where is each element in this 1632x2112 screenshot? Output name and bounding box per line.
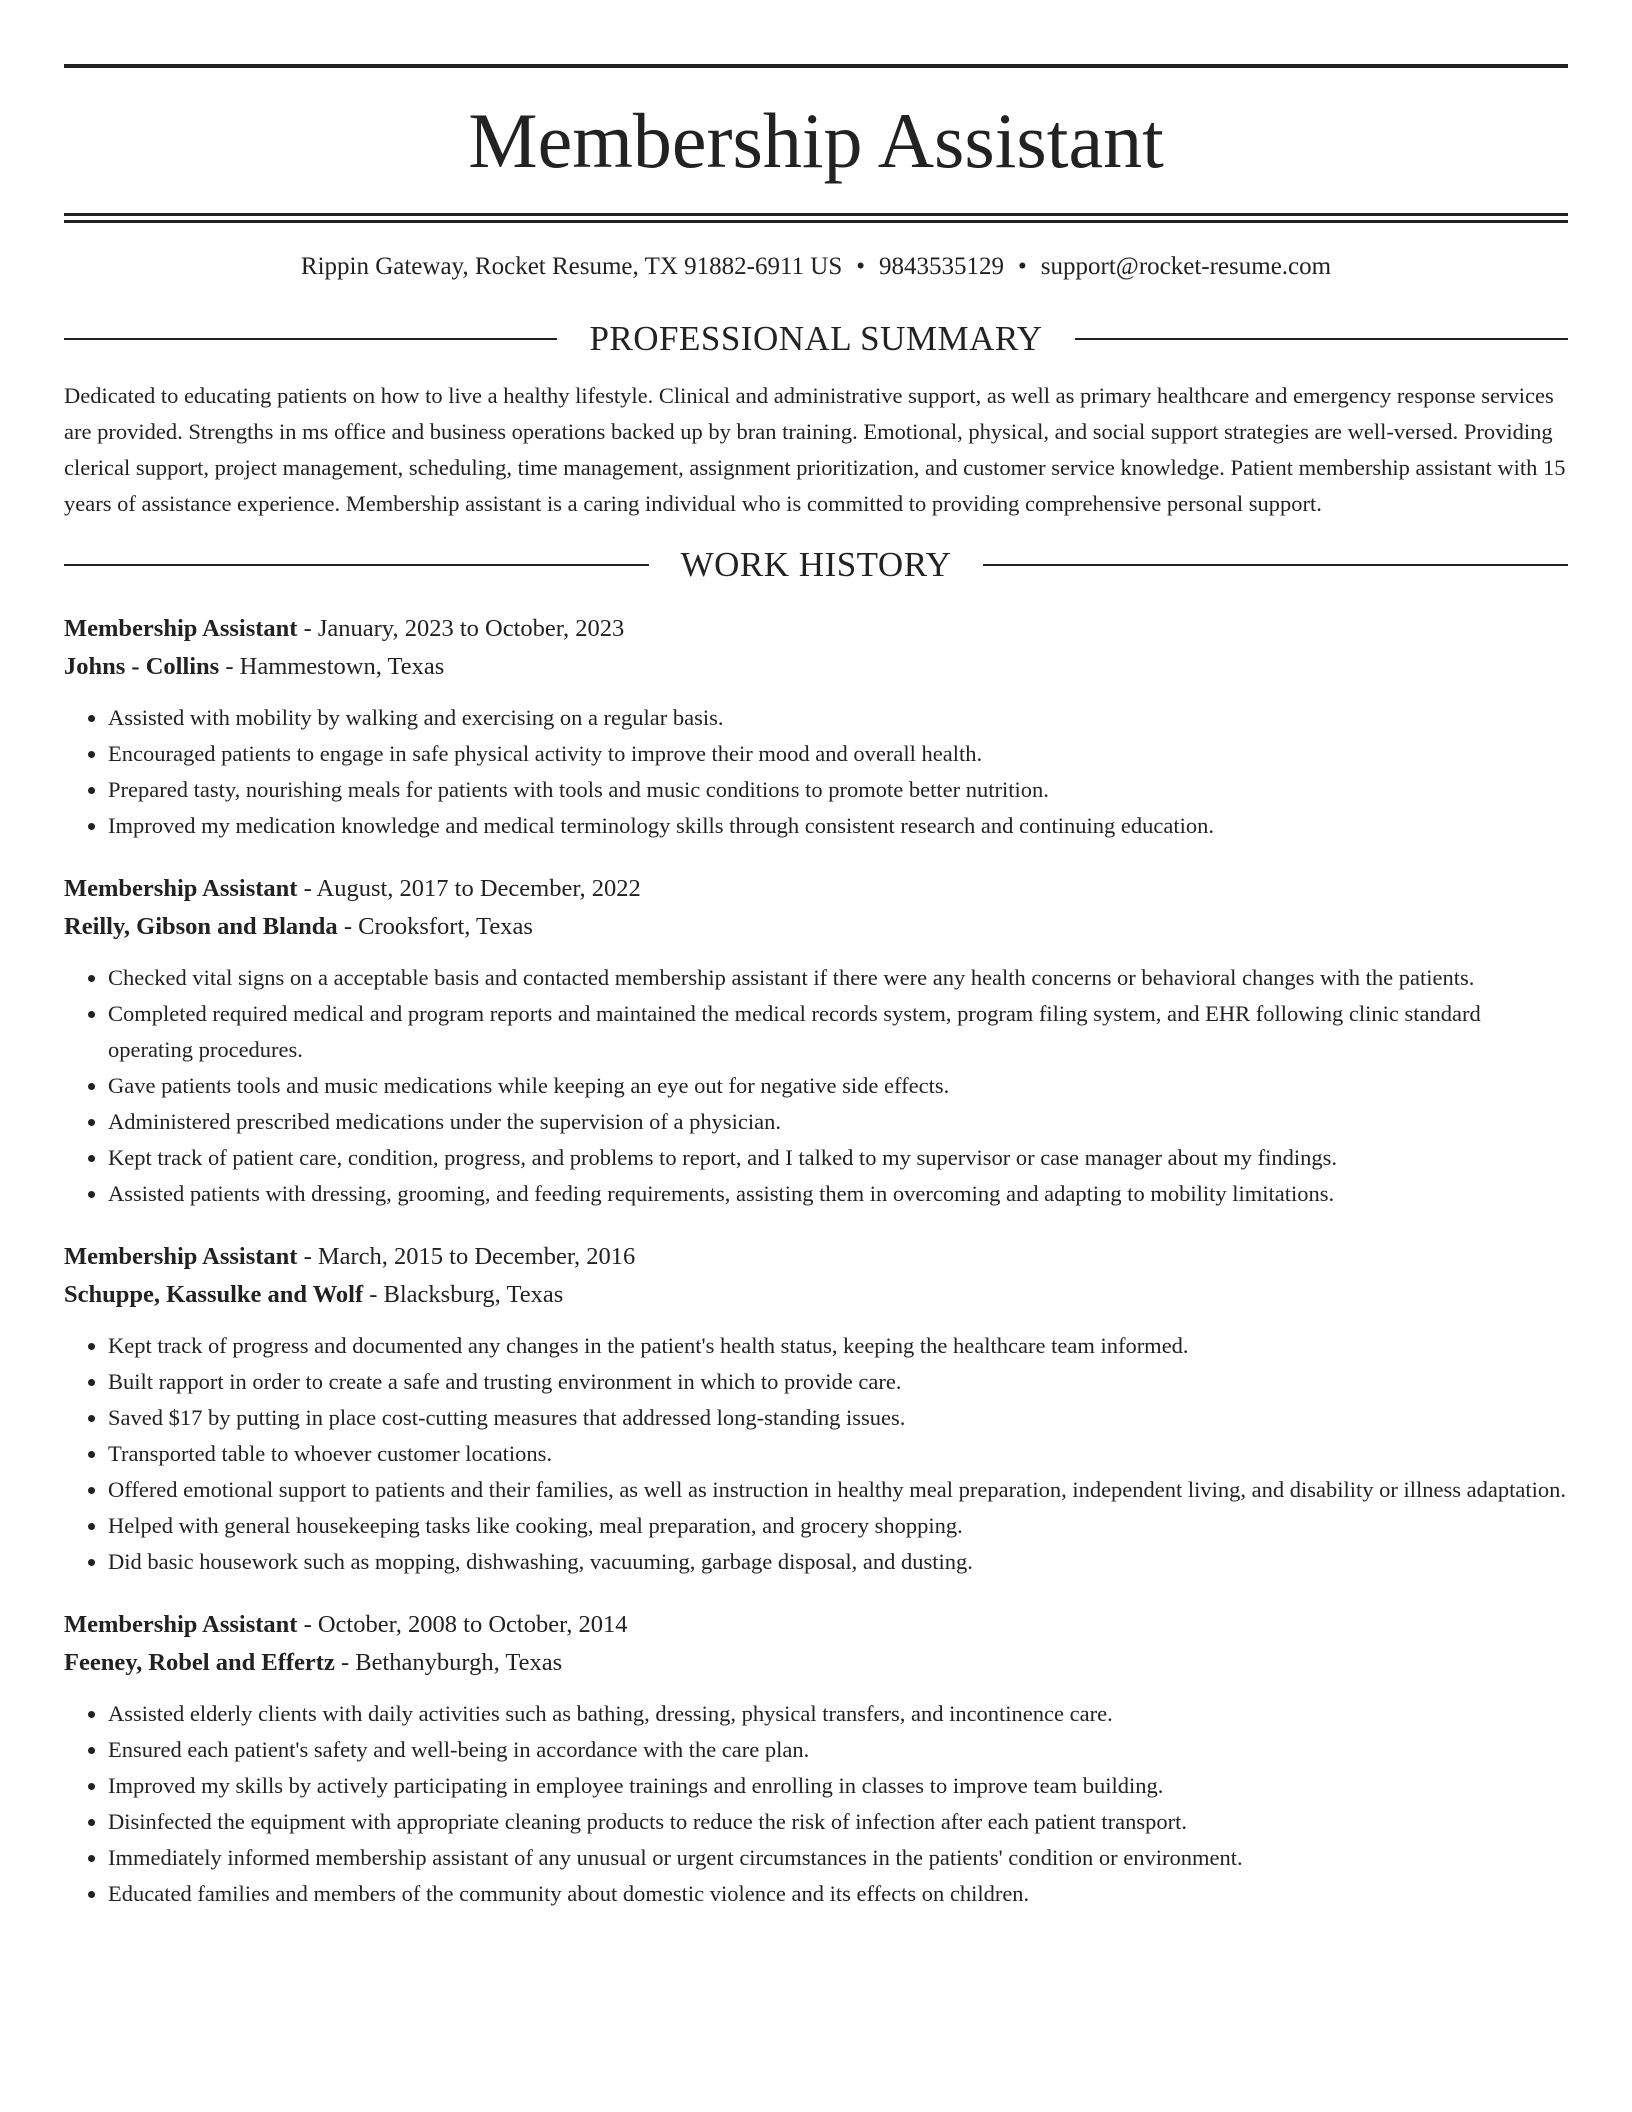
resume-title: Membership Assistant: [468, 97, 1164, 184]
job-dates: - January, 2023 to October, 2023: [297, 615, 625, 642]
job-title-line: [64, 870, 1568, 908]
job-bullet-list: [64, 1328, 1568, 1580]
summary-heading: [64, 318, 1568, 360]
top-rule: [64, 64, 1568, 68]
work-history-list: [64, 610, 1568, 1912]
job-bullet: • Gave patients tools and music medications while keeping an eye out for negative side effects.: [108, 1068, 1568, 1104]
work-history-heading: [64, 544, 1568, 586]
job-dates: - October, 2008 to October, 2014: [297, 1611, 628, 1638]
job-bullet: • Encouraged patients to engage in safe physical activity to improve their mood and overall health.: [108, 736, 1568, 772]
job-company: Reilly, Gibson and Blanda: [64, 913, 338, 940]
job-dates: - March, 2015 to December, 2016: [297, 1243, 636, 1270]
job-bullet: • Did basic housework such as mopping, dishwashing, vacuuming, garbage disposal, and dusting.: [108, 1544, 1568, 1580]
title-double-rule: [64, 213, 1568, 223]
contact-separator: •: [1018, 253, 1027, 280]
job-bullet: • Prepared tasty, nourishing meals for patients with tools and music conditions to promote better nutrition.: [108, 772, 1568, 808]
job-bullet: • Improved my medication knowledge and medical terminology skills through consistent research and continuing education.: [108, 808, 1568, 844]
job-bullet-list: [64, 960, 1568, 1212]
job-title-line: [64, 1606, 1568, 1644]
job-entry: [64, 870, 1568, 1212]
job-title: Membership Assistant: [64, 875, 298, 902]
heading-rule-left: [64, 338, 557, 340]
job-company-line: [64, 1276, 1568, 1314]
job-bullet: • Transported table to whoever customer locations.: [108, 1436, 1568, 1472]
job-company: Johns - Collins: [64, 653, 220, 680]
job-bullet: • Ensured each patient's safety and well-being in accordance with the care plan.: [108, 1732, 1568, 1768]
job-location: - Bethanyburgh, Texas: [334, 1649, 563, 1676]
job-entry: [64, 1606, 1568, 1912]
job-bullet: • Completed required medical and program reports and maintained the medical records system, program filing system, and EHR following clinic standard operating procedures.: [108, 996, 1568, 1068]
job-bullet: • Assisted with mobility by walking and exercising on a regular basis.: [108, 700, 1568, 736]
contact-separator: •: [856, 253, 866, 280]
job-company-line: [64, 1644, 1568, 1682]
job-location: - Hammestown, Texas: [219, 653, 445, 680]
job-bullet: • Built rapport in order to create a safe and trusting environment in which to provide care.: [108, 1364, 1568, 1400]
job-bullet: • Educated families and members of the community about domestic violence and its effects on children.: [108, 1876, 1568, 1912]
job-company-line: [64, 648, 1568, 686]
summary-heading-label: PROFESSIONAL SUMMARY: [589, 318, 1043, 358]
job-title-line: [64, 610, 1568, 648]
work-history-heading-label: WORK HISTORY: [680, 545, 952, 584]
heading-rule-left: [64, 564, 649, 566]
summary-text: Dedicated to educating patients on how to live a healthy lifestyle. Clinical and administrative support, as well as primary healthcare and emergency response services are provided. Strengths in ms office and business operations backed up by bran training. Emotional, physical, and social support strategies are well-versed. Providing clerical support, project management, scheduling, time management, assignment prioritization, and customer service knowledge. Patient membership assistant with 15 years of assistance experience. Membership assistant is a caring individual who is committed to providing comprehensive personal support.: [64, 382, 1566, 516]
contact-line: [64, 251, 1568, 284]
job-company: Schuppe, Kassulke and Wolf: [64, 1281, 364, 1308]
job-location: - Blacksburg, Texas: [363, 1281, 564, 1308]
job-company-line: [64, 908, 1568, 946]
job-location: - Crooksfort, Texas: [337, 913, 533, 940]
job-bullet: • Kept track of progress and documented any changes in the patient's health status, keeping the healthcare team informed.: [108, 1328, 1568, 1364]
job-bullet: • Offered emotional support to patients and their families, as well as instruction in healthy meal preparation, independent living, and disability or illness adaptation.: [108, 1472, 1568, 1508]
job-bullet-list: [64, 700, 1568, 844]
job-entry: [64, 610, 1568, 844]
job-company: Feeney, Robel and Effertz: [64, 1649, 335, 1676]
job-bullet-list: [64, 1696, 1568, 1912]
job-bullet: • Assisted elderly clients with daily activities such as bathing, dressing, physical transfers, and incontinence care.: [108, 1696, 1568, 1732]
contact-address: Rippin Gateway, Rocket Resume, TX 91882-6911 US: [300, 253, 843, 280]
job-title-line: [64, 1238, 1568, 1276]
heading-rule-right: [983, 564, 1568, 566]
job-bullet: • Saved $17 by putting in place cost-cutting measures that addressed long-standing issues.: [108, 1400, 1568, 1436]
job-bullet: • Administered prescribed medications under the supervision of a physician.: [108, 1104, 1568, 1140]
job-bullet: • Checked vital signs on a acceptable basis and contacted membership assistant if there were any health concerns or behavioral changes with the patients.: [108, 960, 1568, 996]
job-title: Membership Assistant: [64, 1611, 298, 1638]
job-title: Membership Assistant: [64, 1243, 298, 1270]
job-bullet: • Disinfected the equipment with appropriate cleaning products to reduce the risk of infection after each patient transport.: [108, 1804, 1568, 1840]
job-dates: - August, 2017 to December, 2022: [297, 875, 641, 902]
heading-rule-right: [1075, 338, 1568, 340]
job-bullet: • Assisted patients with dressing, grooming, and feeding requirements, assisting them in overcoming and adapting to mobility limitations.: [108, 1176, 1568, 1212]
job-bullet: • Helped with general housekeeping tasks like cooking, meal preparation, and grocery shopping.: [108, 1508, 1568, 1544]
job-bullet: • Kept track of patient care, condition, progress, and problems to report, and I talked to my supervisor or case manager about my findings.: [108, 1140, 1568, 1176]
job-bullet: • Immediately informed membership assistant of any unusual or urgent circumstances in the patients' condition or environment.: [108, 1840, 1568, 1876]
job-entry: [64, 1238, 1568, 1580]
contact-email: support@rocket-resume.com: [1040, 253, 1332, 280]
job-title: Membership Assistant: [64, 615, 298, 642]
job-bullet: • Improved my skills by actively participating in employee trainings and enrolling in classes to improve team building.: [108, 1768, 1568, 1804]
contact-phone: 9843535129: [879, 253, 1005, 280]
